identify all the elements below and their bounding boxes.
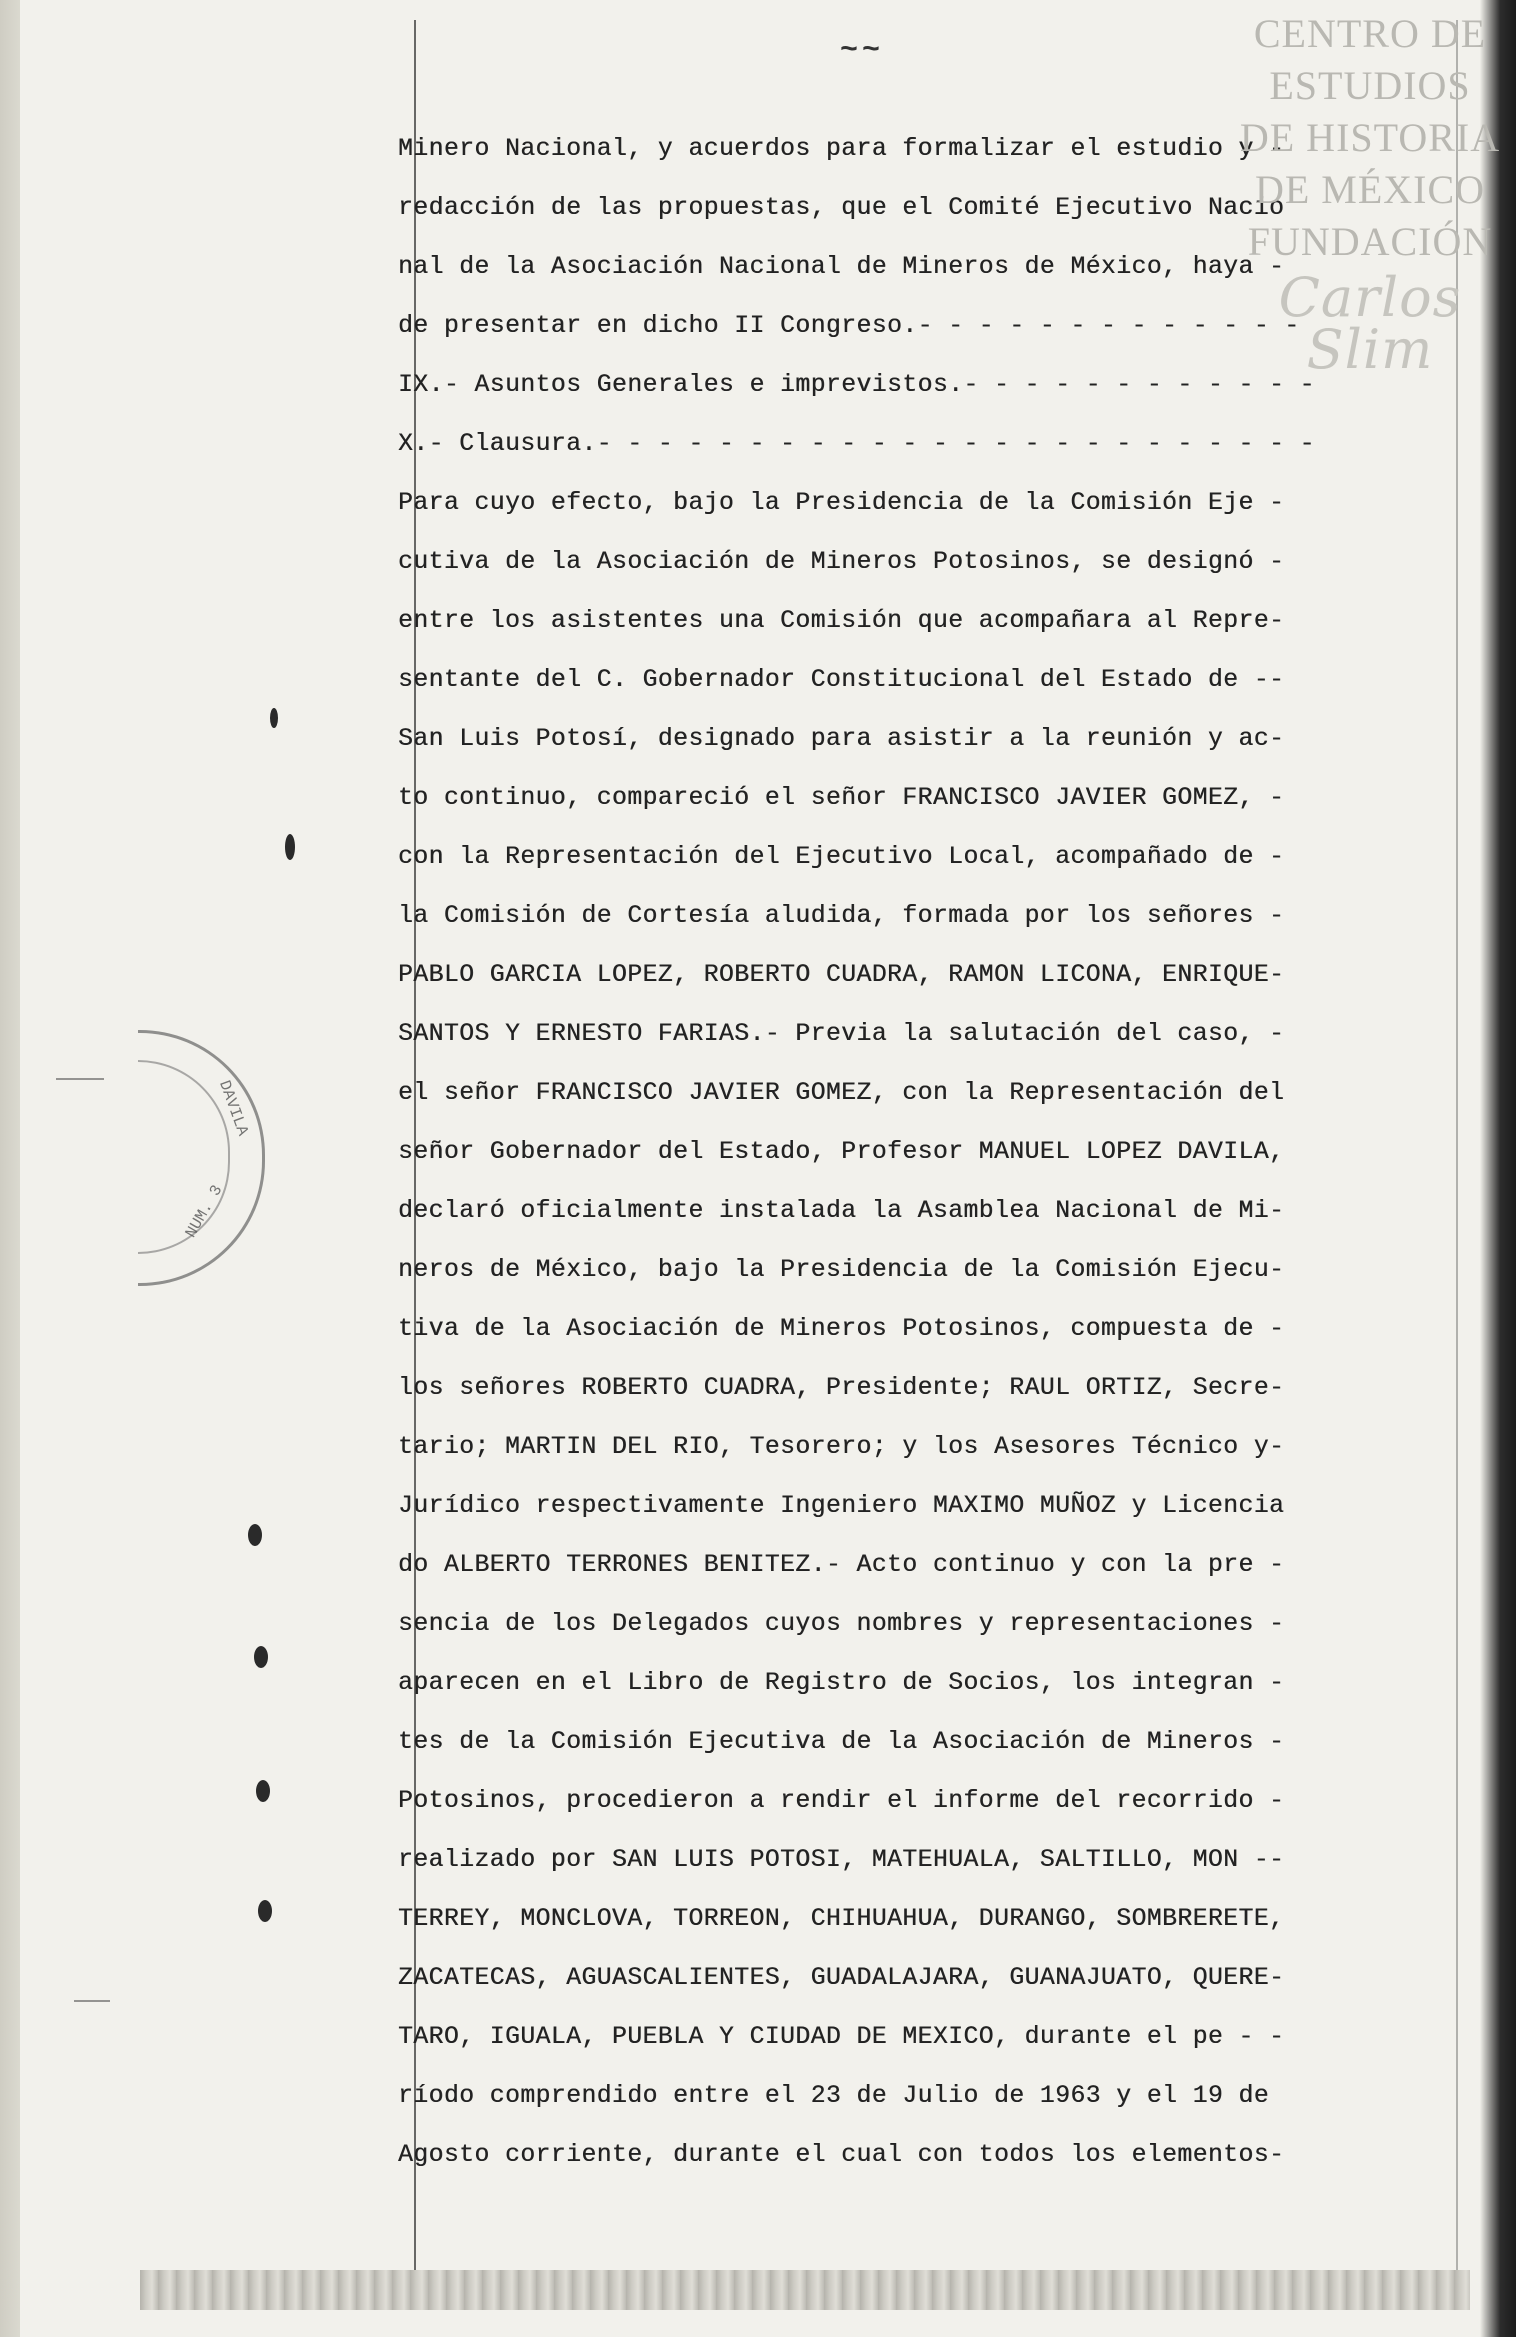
document-line: neros de México, bajo la Presidencia de la Comisión Ejecu-	[398, 1256, 1285, 1284]
document-line: aparecen en el Libro de Registro de Socios, los integran -	[398, 1669, 1285, 1697]
document-line: realizado por SAN LUIS POTOSI, MATEHUALA, SALTILLO, MON --	[398, 1846, 1285, 1874]
seal-text-top: DAVILA	[215, 1078, 252, 1139]
binding-hole	[256, 1780, 270, 1802]
margin-dash	[74, 2000, 110, 2002]
document-line: ZACATECAS, AGUASCALIENTES, GUADALAJARA, GUANAJUATO, QUERE-	[398, 1964, 1285, 1992]
document-line: entre los asistentes una Comisión que acompañara al Repre-	[398, 607, 1285, 635]
watermark-line: ESTUDIOS	[1269, 63, 1471, 108]
document-line: sentante del C. Gobernador Constitucional del Estado de --	[398, 666, 1285, 694]
document-line: la Comisión de Cortesía aludida, formada por los señores -	[398, 902, 1285, 930]
document-line: sencia de los Delegados cuyos nombres y representaciones -	[398, 1610, 1285, 1638]
document-body	[398, 120, 1438, 2185]
document-line: declaró oficialmente instalada la Asamblea Nacional de Mi-	[398, 1197, 1285, 1225]
document-line: do ALBERTO TERRONES BENITEZ.- Acto continuo y con la pre -	[398, 1551, 1285, 1579]
document-line: SANTOS Y ERNESTO FARIAS.- Previa la salutación del caso, -	[398, 1020, 1285, 1048]
document-line: PABLO GARCIA LOPEZ, ROBERTO CUADRA, RAMON LICONA, ENRIQUE-	[398, 961, 1285, 989]
document-line: de presentar en dicho II Congreso.- - - - - - - - - - - - -	[398, 312, 1300, 340]
page-mark: ~~	[840, 34, 885, 68]
document-line: tario; MARTIN DEL RIO, Tesorero; y los Asesores Técnico y-	[398, 1433, 1285, 1461]
document-line: ríodo comprendido entre el 23 de Julio de 1963 y el 19 de	[398, 2082, 1269, 2110]
document-line: X.- Clausura.- - - - - - - - - - - - - - - - - - - - - - - -	[398, 430, 1315, 458]
binding-hole	[254, 1646, 268, 1668]
archive-watermark	[1230, 8, 1510, 381]
document-line: to continuo, compareció el señor FRANCISCO JAVIER GOMEZ, -	[398, 784, 1285, 812]
seal-text-bottom: NUM. 3	[182, 1182, 227, 1241]
document-line: Minero Nacional, y acuerdos para formalizar el estudio y -	[398, 135, 1285, 163]
watermark-line: DE MÉXICO	[1254, 167, 1486, 212]
document-line: los señores ROBERTO CUADRA, Presidente; RAUL ORTIZ, Secre-	[398, 1374, 1285, 1402]
document-line: San Luis Potosí, designado para asistir a la reunión y ac-	[398, 725, 1285, 753]
binding-hole	[270, 708, 278, 728]
document-line: Jurídico respectivamente Ingeniero MAXIMO MUÑOZ y Licencia	[398, 1492, 1285, 1520]
document-line: Agosto corriente, durante el cual con todos los elementos-	[398, 2141, 1285, 2169]
document-line: Potosinos, procedieron a rendir el informe del recorrido -	[398, 1787, 1285, 1815]
document-line: TARO, IGUALA, PUEBLA Y CIUDAD DE MEXICO, durante el pe - -	[398, 2023, 1285, 2051]
document-line: tes de la Comisión Ejecutiva de la Asociación de Mineros -	[398, 1728, 1285, 1756]
binding-hole	[248, 1524, 262, 1546]
document-line: tiva de la Asociación de Mineros Potosinos, compuesta de -	[398, 1315, 1285, 1343]
document-line: nal de la Asociación Nacional de Mineros de México, haya -	[398, 253, 1285, 281]
watermark-signature: Carlos Slim	[1278, 266, 1462, 381]
document-line: cutiva de la Asociación de Mineros Potosinos, se designó -	[398, 548, 1285, 576]
watermark-line: CENTRO DE	[1253, 11, 1487, 56]
watermark-line: FUNDACIÓN	[1247, 219, 1493, 264]
binding-hole	[285, 834, 295, 860]
document-line: redacción de las propuestas, que el Comité Ejecutivo Nacio	[398, 194, 1285, 222]
document-line: señor Gobernador del Estado, Profesor MANUEL LOPEZ DAVILA,	[398, 1138, 1285, 1166]
binding-hole	[258, 1900, 272, 1922]
document-line: Para cuyo efecto, bajo la Presidencia de la Comisión Eje -	[398, 489, 1285, 517]
document-line: el señor FRANCISCO JAVIER GOMEZ, con la Representación del	[398, 1079, 1285, 1107]
margin-dash	[56, 1078, 104, 1080]
document-line: IX.- Asuntos Generales e imprevistos.- - - - - - - - - - - -	[398, 371, 1315, 399]
document-line: TERREY, MONCLOVA, TORREON, CHIHUAHUA, DURANGO, SOMBRERETE,	[398, 1905, 1285, 1933]
document-line: con la Representación del Ejecutivo Local, acompañado de -	[398, 843, 1285, 871]
scan-edge-strip	[140, 2270, 1470, 2310]
watermark-line: DE HISTORIA	[1239, 115, 1501, 160]
